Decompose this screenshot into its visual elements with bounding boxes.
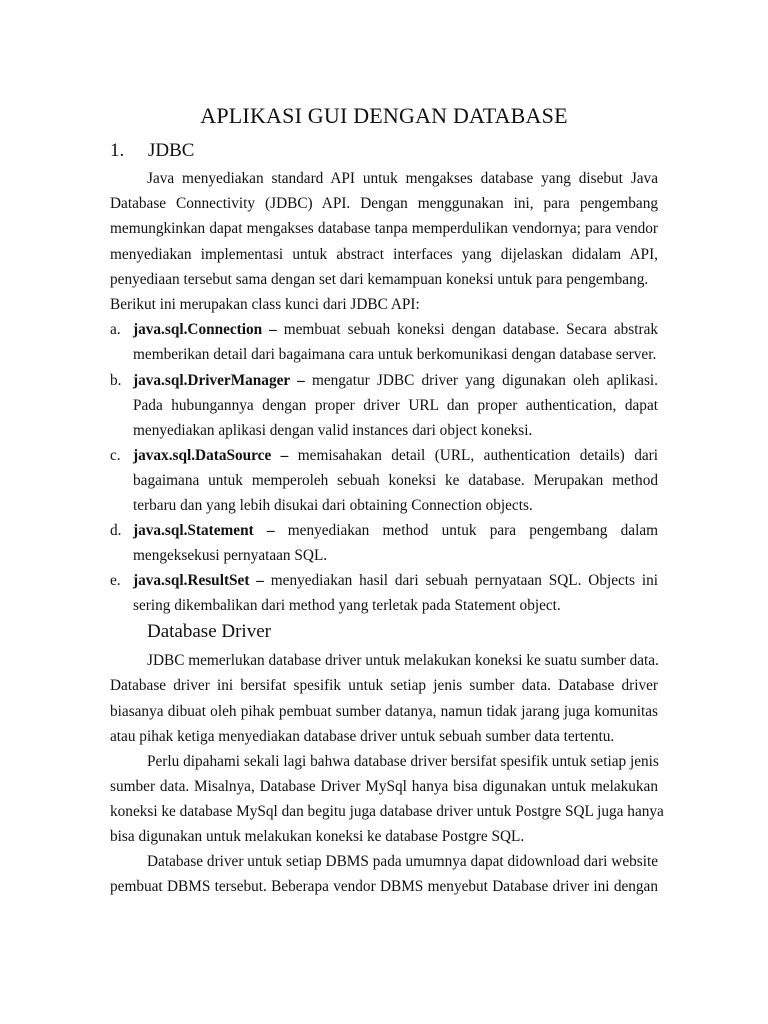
class-description: menyediakan hasil dari sebuah pernyataan SQL. Objects ini xyxy=(263,572,658,589)
class-description: mengatur JDBC driver yang digunakan oleh aplikasi. xyxy=(304,372,658,389)
list-marker: b. xyxy=(110,372,122,389)
text-line: Berikut ini merupakan class kunci dari JDBC API: xyxy=(110,296,420,313)
list-item xyxy=(110,571,658,591)
class-term: java.sql.ResultSet – xyxy=(133,572,264,589)
list-marker: a. xyxy=(110,321,121,338)
text-line: Database Connectivity (JDBC) API. Dengan menggunakan ini, para pengembang xyxy=(110,195,658,212)
class-term: javax.sql.DataSource – xyxy=(133,447,289,464)
section-title: JDBC xyxy=(148,140,195,161)
class-term: java.sql.Connection – xyxy=(133,321,277,338)
list-item xyxy=(110,521,658,541)
text-line: memberikan detail dari bagaimana cara untuk berkomunikasi dengan database server. xyxy=(133,346,657,363)
section-heading xyxy=(110,140,194,162)
text-line: menyediakan aplikasi dengan valid instances dari object koneksi. xyxy=(133,422,533,439)
list-item xyxy=(110,371,658,391)
class-description: memisahakan detail (URL, authentication details) dari xyxy=(288,447,658,464)
page-title: APLIKASI GUI DENGAN DATABASE xyxy=(200,103,568,128)
text-line: JDBC memerlukan database driver untuk melakukan koneksi ke suatu sumber data. xyxy=(147,652,659,669)
section-number: 1. xyxy=(110,140,125,161)
subsection-heading: Database Driver xyxy=(147,621,271,642)
text-line: memungkinkan dapat mengakses database tanpa memperdulikan vendornya; para vendor xyxy=(110,220,658,237)
text-line: biasanya dibuat oleh pihak pembuat sumber datanya, namun tidak jarang juga komunitas xyxy=(110,703,658,720)
class-description: membuat sebuah koneksi dengan database. Secara abstrak xyxy=(276,321,659,338)
text-line: sumber data. Misalnya, Database Driver MySql hanya bisa digunakan untuk melakukan xyxy=(110,778,658,795)
text-line: terbaru dan yang lebih disukai dari obtaining Connection objects. xyxy=(133,497,533,514)
text-line: menyediakan implementasi untuk abstract interfaces yang dijelaskan didalam API, xyxy=(110,246,658,263)
list-marker: e. xyxy=(110,572,121,589)
text-line: Database driver ini bersifat spesifik untuk setiap jenis sumber data. Database driver xyxy=(110,677,658,694)
list-item xyxy=(110,446,658,466)
class-description: menyediakan method untuk para pengembang dalam xyxy=(274,522,659,539)
text-line: Pada hubungannya dengan proper driver URL dan proper authentication, dapat xyxy=(133,397,658,414)
text-line: mengeksekusi pernyataan SQL. xyxy=(133,547,328,564)
text-line: Perlu dipahami sekali lagi bahwa database driver bersifat spesifik untuk setiap jenis xyxy=(147,753,659,770)
text-line: penyediaan tersebut sama dengan set dari kemampuan koneksi untuk para pengembang. xyxy=(110,271,649,288)
text-line: Database driver untuk setiap DBMS pada umumnya dapat didownload dari website xyxy=(147,853,658,870)
text-line: bisa digunakan untuk melakukan koneksi ke database Postgre SQL. xyxy=(110,828,525,845)
text-line: Java menyediakan standard API untuk mengakses database yang disebut Java xyxy=(147,170,658,187)
list-marker: c. xyxy=(110,447,121,464)
text-line: bagaimana untuk memperoleh sebuah koneksi ke database. Merupakan method xyxy=(133,472,658,489)
text-line: atau pihak ketiga menyediakan database driver untuk sebuah sumber data tertentu. xyxy=(110,728,615,745)
text-line: pembuat DBMS tersebut. Beberapa vendor DBMS menyebut Database driver ini dengan xyxy=(110,878,658,895)
class-term: java.sql.DriverManager – xyxy=(133,372,305,389)
class-term: java.sql.Statement – xyxy=(133,522,275,539)
text-line: sering dikembalikan dari method yang terletak pada Statement object. xyxy=(133,597,561,614)
list-item xyxy=(110,320,658,340)
list-marker: d. xyxy=(110,522,122,539)
text-line: koneksi ke database MySql dan begitu juga database driver untuk Postgre SQL juga hanya xyxy=(110,803,664,820)
